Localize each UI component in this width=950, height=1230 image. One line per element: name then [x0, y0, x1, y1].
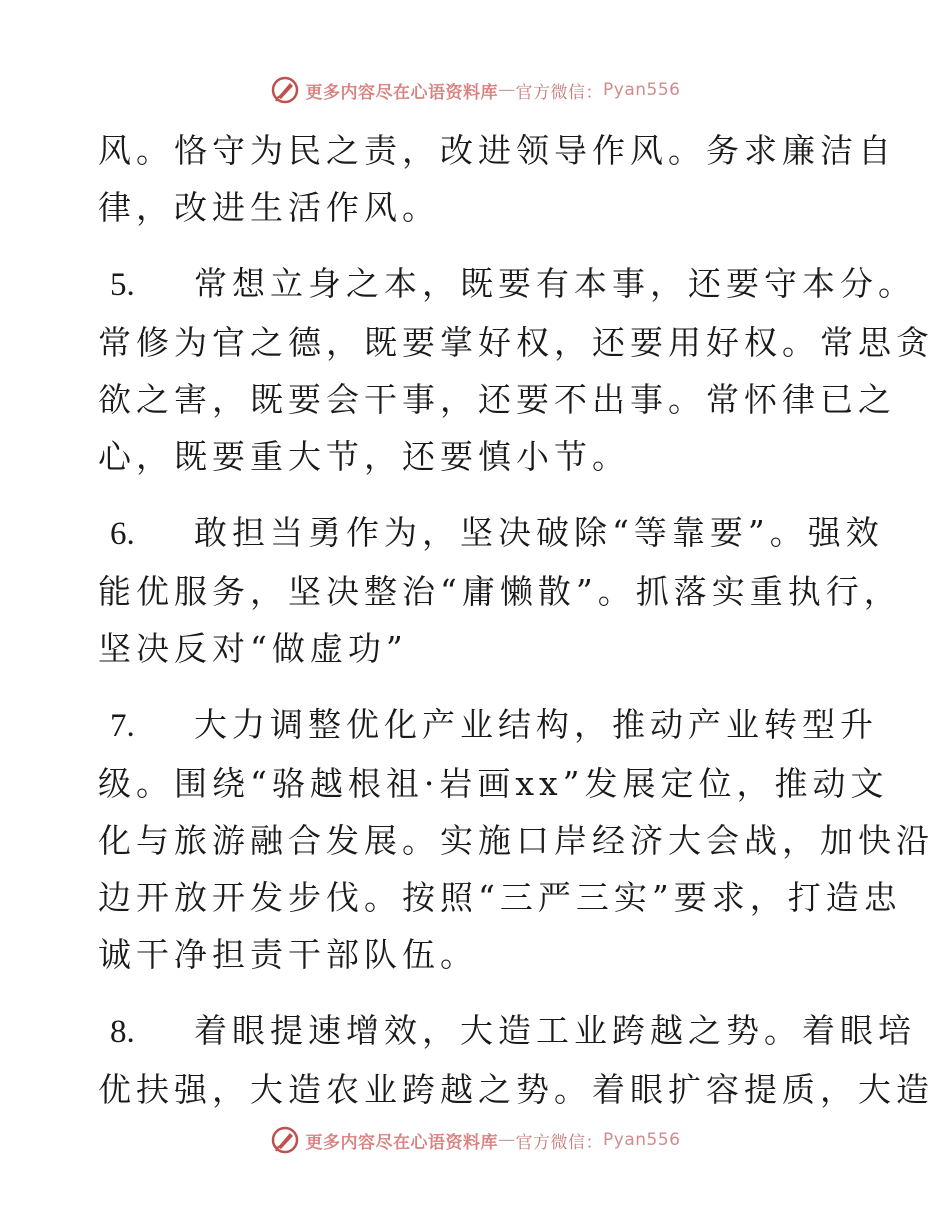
footer-dash: — — [498, 1130, 516, 1150]
quill-logo-icon — [270, 1125, 300, 1155]
paragraph — [98, 1002, 934, 1118]
paragraph-line — [98, 504, 884, 563]
paragraph-line — [98, 1061, 934, 1118]
paragraph-line — [98, 563, 902, 620]
paragraph — [98, 255, 934, 485]
paragraph-text: 优扶强，大造农业跨越之势。着眼扩容提质，大造 — [98, 1070, 934, 1109]
paragraph-text: 级。围绕“骆越根祖·岩画xx”发展定位，推动文 — [98, 764, 889, 803]
header-watermark-banner — [0, 70, 950, 110]
paragraph-text: 敢担当勇作为，坚决破除“等靠要”。强效 — [194, 513, 884, 552]
paragraph-number: 7. — [110, 708, 135, 744]
paragraph-line — [98, 314, 934, 371]
footer-brand-text: 更多内容尽在心语资料库 — [305, 1132, 499, 1153]
paragraph-line — [98, 179, 858, 236]
paragraph-line — [98, 371, 896, 428]
paragraph-text: 律，改进生活作风。 — [98, 188, 440, 227]
paragraph-text: 能优服务，坚决整治“庸懒散”。抓落实重执行， — [98, 572, 902, 611]
paragraph — [98, 504, 902, 677]
quill-logo-icon — [270, 75, 300, 105]
paragraph-text: 化与旅游融合发展。实施口岸经济大会战，加快沿 — [98, 821, 934, 860]
paragraph-text: 常修为官之德，既要掌好权，还要用好权。常思贪 — [98, 323, 934, 362]
paragraph-line — [98, 428, 858, 485]
paragraph-line — [98, 755, 889, 812]
paragraph-line — [98, 926, 858, 983]
paragraph-number: 8. — [110, 1014, 135, 1050]
header-official-label: 官方微信： — [515, 82, 604, 103]
header-brand-text: 更多内容尽在心语资料库 — [305, 82, 499, 103]
paragraph-text: 欲之害，既要会干事，还要不出事。常怀律已之 — [98, 380, 896, 419]
paragraph-line — [98, 1002, 916, 1061]
footer-official-label: 官方微信： — [515, 1132, 604, 1153]
paragraph-line — [98, 122, 896, 179]
paragraph-line — [98, 620, 858, 677]
paragraph-line — [98, 812, 934, 869]
document-body — [98, 122, 934, 1137]
paragraph-line — [98, 255, 916, 314]
paragraph-line — [98, 696, 878, 755]
paragraph — [98, 122, 896, 236]
paragraph-text: 坚决反对“做虚功” — [98, 629, 408, 668]
paragraph-number: 5. — [110, 267, 135, 303]
paragraph-text: 诚干净担责干部队伍。 — [98, 935, 478, 974]
paragraph-text: 边开放开发步伐。按照“三严三实”要求，打造忠 — [98, 878, 902, 917]
paragraph-line — [98, 869, 902, 926]
paragraph-text: 心，既要重大节，还要慎小节。 — [98, 437, 630, 476]
paragraph-text: 大力调整优化产业结构，推动产业转型升 — [194, 705, 878, 744]
paragraph-number: 6. — [110, 516, 135, 552]
paragraph-text: 着眼提速增效，大造工业跨越之势。着眼培 — [194, 1011, 916, 1050]
header-wechat-id: Pyan556 — [603, 80, 681, 100]
paragraph-text: 常想立身之本，既要有本事，还要守本分。 — [194, 264, 916, 303]
paragraph-text: 风。恪守为民之责，改进领导作风。务求廉洁自 — [98, 131, 896, 170]
footer-watermark-banner — [0, 1120, 950, 1160]
paragraph — [98, 696, 934, 983]
footer-wechat-id: Pyan556 — [603, 1130, 681, 1150]
header-dash: — — [498, 80, 516, 100]
